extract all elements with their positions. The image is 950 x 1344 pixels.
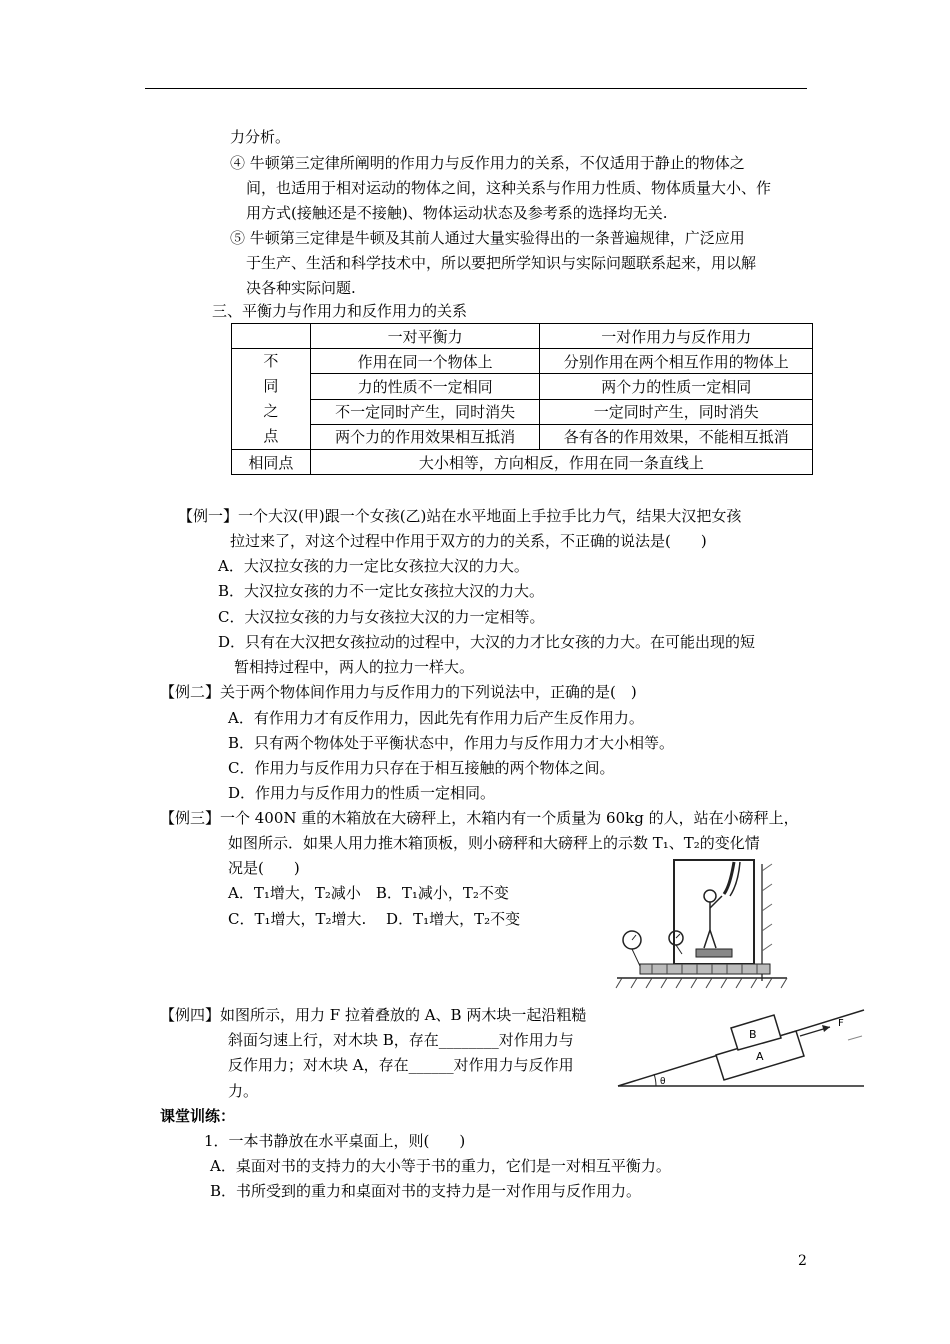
same-value: 大小相等，方向相反，作用在同一条直线上 <box>310 450 812 475</box>
table-header-row <box>232 324 813 349</box>
incline-blocks-figure <box>616 998 866 1090</box>
comparison-table <box>231 323 813 475</box>
option: A．有作用力才有反作用力，因此先有作用力后产生反作用力。 <box>228 709 644 727</box>
option: B．大汉拉女孩的力不一定比女孩拉大汉的力大。 <box>218 582 545 600</box>
scale-box-figure <box>612 856 792 992</box>
point-4-line: ④ 牛顿第三定律所阐明的作用力与反作用力的关系，不仅适用于静止的物体之 <box>230 154 745 172</box>
table-cell: 不一定同时产生，同时消失 <box>310 399 540 424</box>
same-label: 相同点 <box>232 450 311 475</box>
option: C．大汉拉女孩的力与女孩拉大汉的力一定相等。 <box>218 608 545 626</box>
example-1-stem: 【例一】一个大汉(甲)跟一个女孩(乙)站在水平地面上手拉手比力气，结果大汉把女孩 <box>178 507 742 525</box>
table-row <box>232 424 813 449</box>
angle-label: θ <box>660 1077 666 1087</box>
paragraph-continuation: 力分析。 <box>230 128 291 146</box>
table-header-cell: 一对作用力与反作用力 <box>540 324 813 349</box>
point-5-line: ⑤ 牛顿第三定律是牛顿及其前人通过大量实验得出的一条普遍规律，广泛应用 <box>230 229 745 247</box>
table-cell: 力的性质不一定相同 <box>310 374 540 399</box>
option: A．桌面对书的支持力的大小等于书的重力，它们是一对相互平衡力。 <box>210 1157 671 1175</box>
practice-question: 1．一本书静放在水平桌面上，则( ) <box>204 1132 466 1150</box>
table-header-cell: 一对平衡力 <box>310 324 540 349</box>
table-cell: 各有各的作用效果，不能相互抵消 <box>540 424 813 449</box>
example-3-stem: 【例三】一个 400N 重的木箱放在大磅秤上，木箱内有一个质量为 60kg 的人，站在小磅秤上， <box>160 809 799 827</box>
option: A．大汉拉女孩的力一定比女孩拉大汉的力大。 <box>218 557 529 575</box>
table-corner-cell <box>232 324 311 349</box>
example-3-stem: 况是( ) <box>228 859 300 877</box>
differences-label: 不 同 之 点 <box>232 349 311 450</box>
block-a-label: A <box>756 1050 764 1063</box>
force-label: F <box>838 1018 844 1029</box>
page-number: 2 <box>798 1253 807 1269</box>
table-row <box>232 399 813 424</box>
table-cell: 一定同时产生，同时消失 <box>540 399 813 424</box>
header-rule <box>145 88 807 89</box>
block-b-label: B <box>749 1028 757 1041</box>
practice-title: 课堂训练： <box>160 1107 236 1125</box>
example-4-stem: 斜面匀速上行，对木块 B，存在________对作用力与 <box>228 1031 574 1049</box>
table-cell: 两个力的作用效果相互抵消 <box>310 424 540 449</box>
option: B．只有两个物体处于平衡状态中，作用力与反作用力才大小相等。 <box>228 734 675 752</box>
table-cell: 作用在同一个物体上 <box>310 349 540 374</box>
example-4-stem: 【例四】如图所示，用力 F 拉着叠放的 A、B 两木块一起沿粗糙 <box>160 1006 587 1024</box>
point-5-line: 于生产、生活和科学技术中，所以要把所学知识与实际问题联系起来，用以解 <box>246 254 757 272</box>
option: 暂相持过程中，两人的拉力一样大。 <box>234 658 475 676</box>
option: D．作用力与反作用力的性质一定相同。 <box>228 784 496 802</box>
example-1-stem: 拉过来了，对这个过程中作用于双方的力的关系，不正确的说法是( ) <box>230 532 707 550</box>
point-4-line: 用方式(接触还是不接触)、物体运动状态及参考系的选择均无关. <box>246 204 668 222</box>
option: B．书所受到的重力和桌面对书的支持力是一对作用与反作用力。 <box>210 1182 642 1200</box>
table-cell: 两个力的性质一定相同 <box>540 374 813 399</box>
table-row <box>232 374 813 399</box>
table-row <box>232 450 813 475</box>
example-4-stem: 反作用力；对木块 A，存在______对作用力与反作用 <box>228 1056 574 1074</box>
section-title: 三、平衡力与作用力和反作用力的关系 <box>212 302 468 320</box>
option: C．T₁增大，T₂增大. D．T₁增大，T₂不变 <box>228 910 521 928</box>
option: D．只有在大汉把女孩拉动的过程中，大汉的力才比女孩的力大。在可能出现的短 <box>218 633 756 651</box>
point-5-line: 决各种实际问题. <box>246 279 356 297</box>
option: A．T₁增大，T₂减小 B．T₁减小，T₂不变 <box>228 884 509 902</box>
example-2-stem: 【例二】关于两个物体间作用力与反作用力的下列说法中，正确的是( ) <box>160 683 637 701</box>
example-3-stem: 如图所示．如果人用力推木箱顶板，则小磅秤和大磅秤上的示数 T₁、T₂的变化情 <box>228 834 760 852</box>
point-4-line: 间，也适用于相对运动的物体之间，这种关系与作用力性质、物体质量大小、作 <box>246 179 772 197</box>
table-row <box>232 349 813 374</box>
table-cell: 分别作用在两个相互作用的物体上 <box>540 349 813 374</box>
option: C．作用力与反作用力只存在于相互接触的两个物体之间。 <box>228 759 615 777</box>
example-4-stem: 力。 <box>228 1082 259 1100</box>
